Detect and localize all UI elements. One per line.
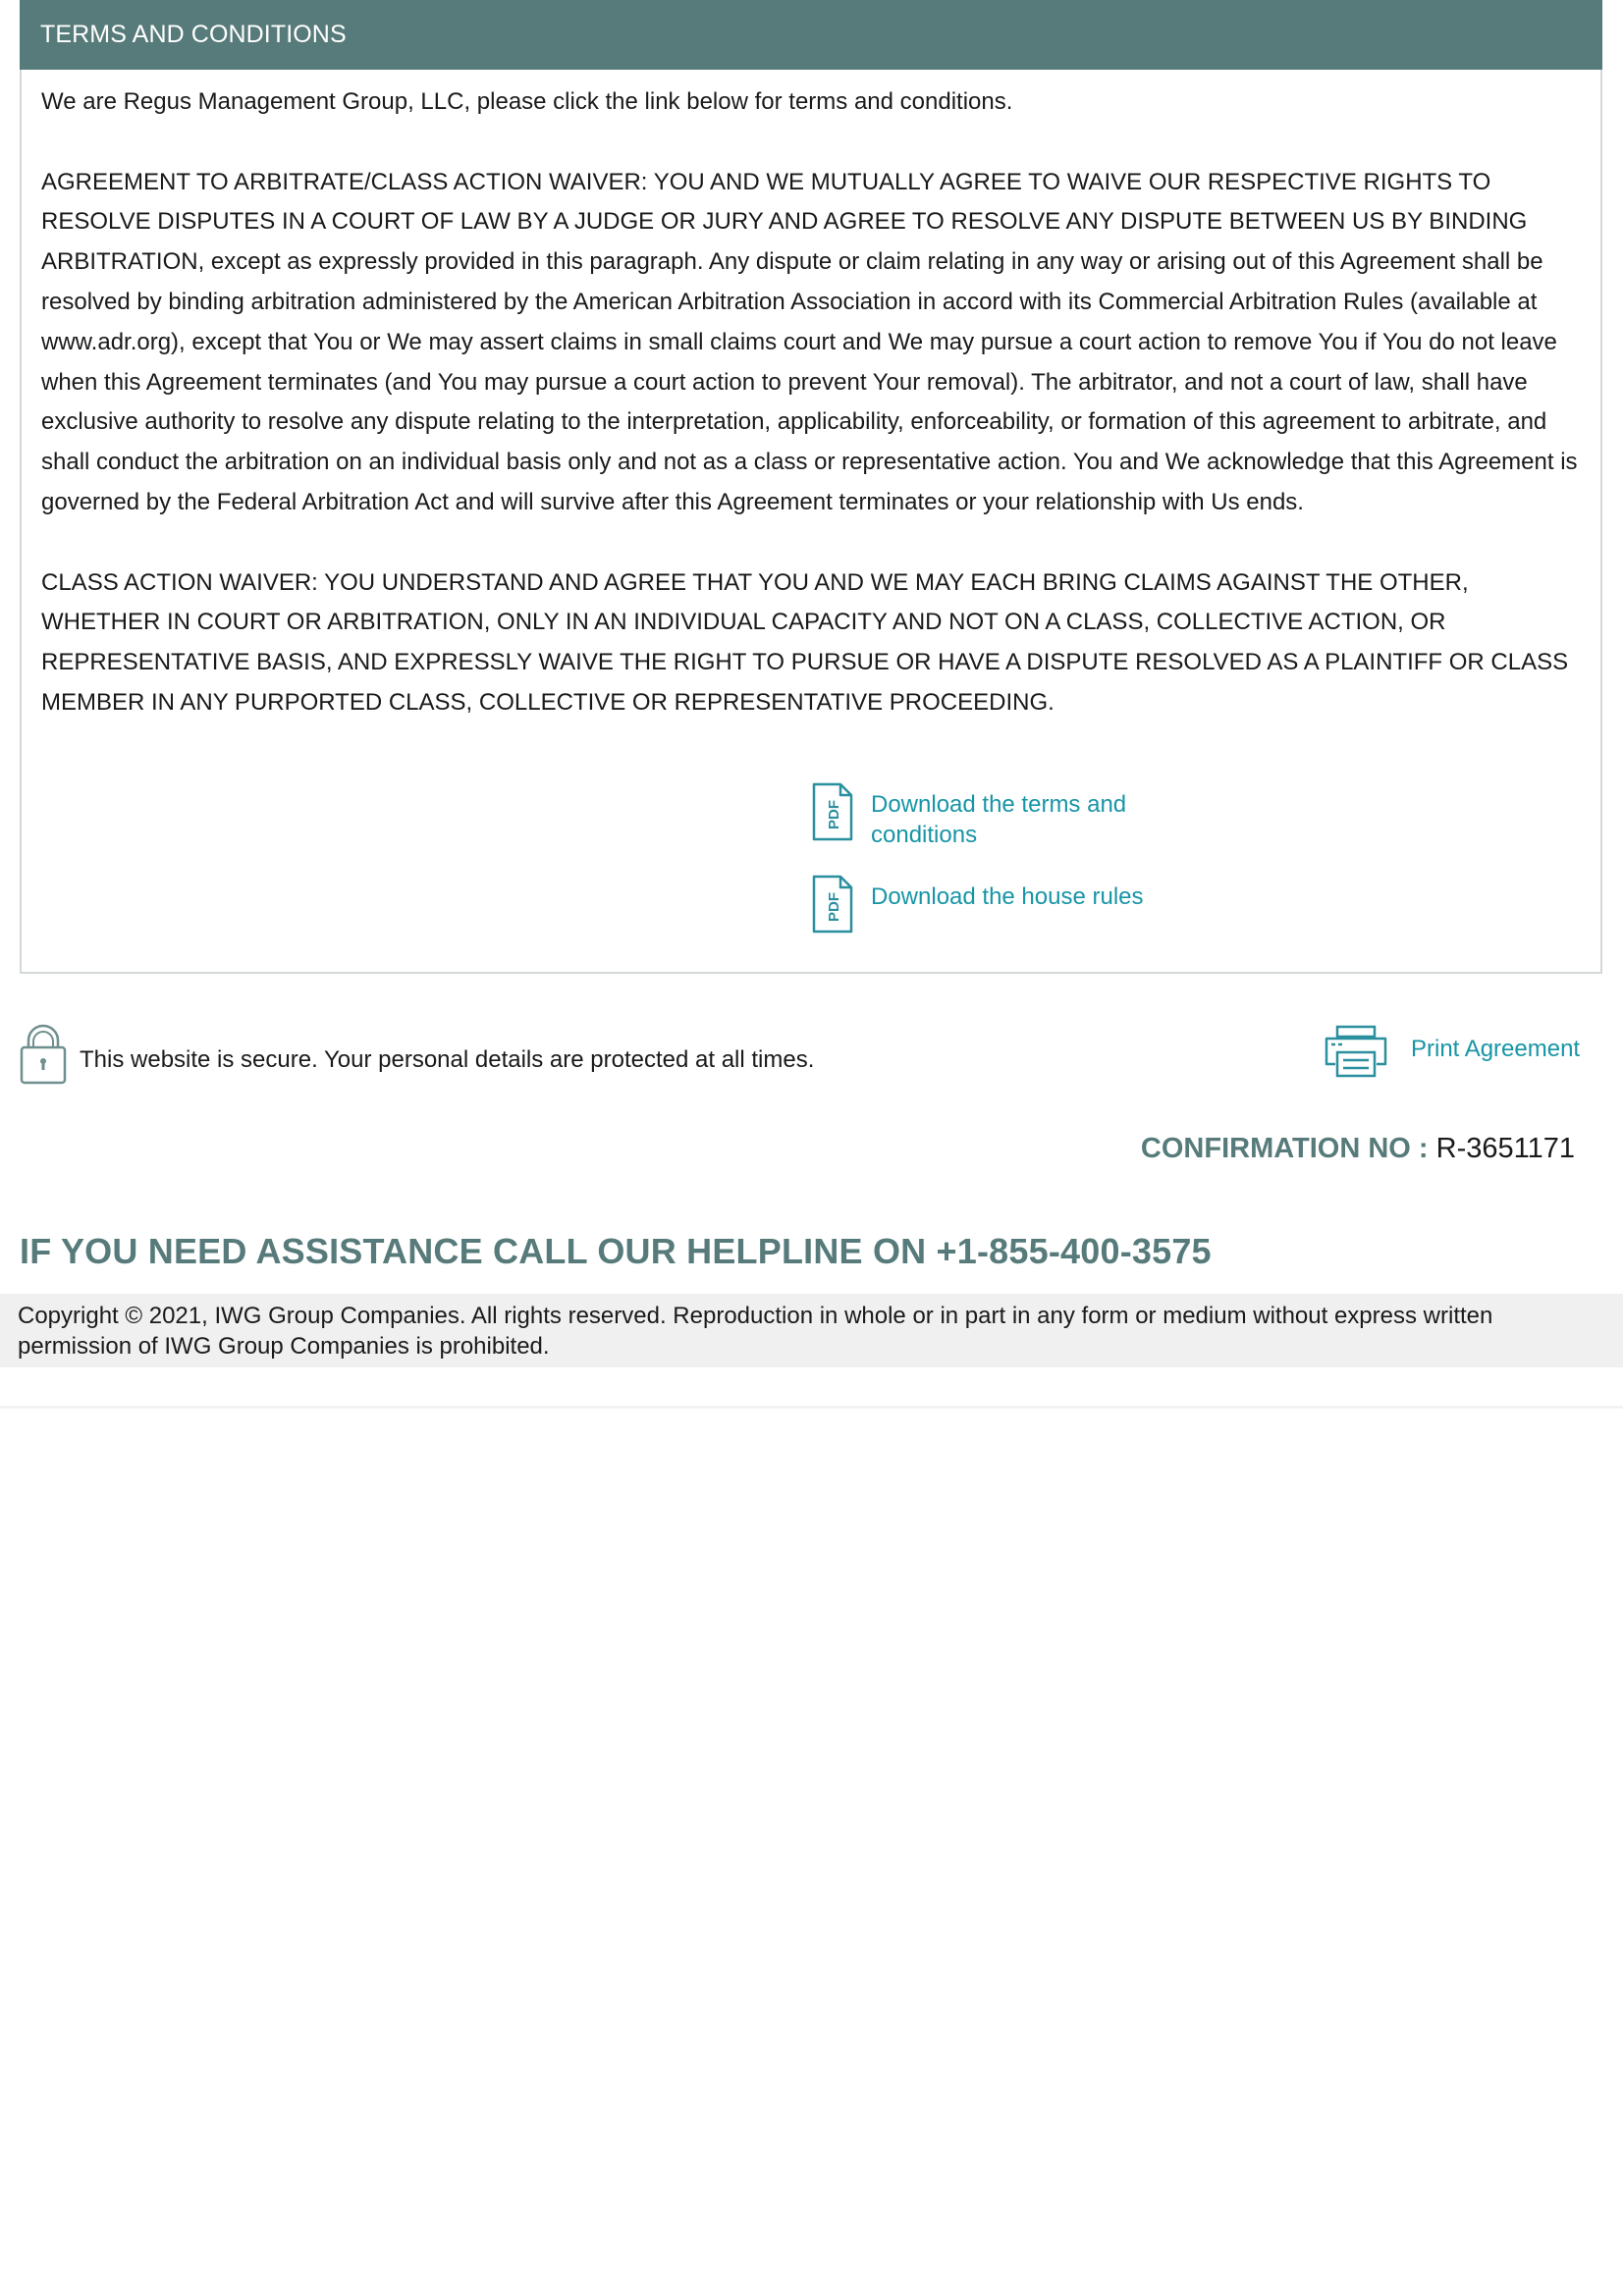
helpline-heading: IF YOU NEED ASSISTANCE CALL OUR HELPLINE ON +1-855-400-3575 xyxy=(20,1231,1212,1271)
lock-icon xyxy=(20,1024,67,1085)
security-text: This website is secure. Your personal details are protected at all times. xyxy=(80,1046,815,1073)
print-agreement-label: Print Agreement xyxy=(1411,1036,1581,1062)
confirmation-label: CONFIRMATION NO : xyxy=(1140,1133,1429,1164)
copyright-footer: Copyright © 2021, IWG Group Companies. All rights reserved. Reproduction in whole or in part in any form or medium without express written permission of IWG Group Companies is prohibited. xyxy=(0,1294,1623,1367)
printer-icon xyxy=(1324,1025,1388,1078)
confirmation-number xyxy=(1141,1131,1575,1166)
download-house-rules-link[interactable] xyxy=(811,875,1184,937)
pdf-icon xyxy=(811,782,854,841)
svg-text:PDF: PDF xyxy=(826,892,842,922)
svg-text:PDF: PDF xyxy=(826,800,842,829)
print-agreement-button[interactable] xyxy=(1324,1025,1608,1080)
pdf-icon xyxy=(811,875,854,934)
arbitration-paragraph: AGREEMENT TO ARBITRATE/CLASS ACTION WAIVER: YOU AND WE MUTUALLY AGREE TO WAIVE OUR RESPECTIVE RIGHTS TO RESOLVE DISPUTES IN A COURT OF LAW BY A JUDGE OR JURY AND AGREE TO RESOLVE ANY DISPUTE BETWEEN US BY BINDING ARBITRATION, except as expressly provided in this paragraph. Any dispute or claim relating in any way or arising out of this Agreement shall be resolved by binding arbitration administered by the American Arbitration Association in accord with its Commercial Arbitration Rules (available at www.adr.org), except that You or We may assert claims in small claims court and We may pursue a court action to remove You if You do not leave when this Agreement terminates (and You may pursue a court action to prevent Your removal). The arbitrator, and not a court of law, shall have exclusive authority to resolve any dispute relating to the interpretation, applicability, enforceability, or formation of this agreement to arbitrate, and shall conduct the arbitration on an individual basis only and not as a class or representative action. You and We acknowledge that this Agreement is governed by the Federal Arbitration Act and will survive after this Agreement terminates or your relationship with Us ends. xyxy=(41,168,1578,515)
terms-intro: We are Regus Management Group, LLC, please click the link below for terms and conditions. xyxy=(41,88,1013,115)
confirmation-value: R-3651171 xyxy=(1435,1133,1575,1164)
security-notice xyxy=(20,1024,1001,1087)
class-action-paragraph: CLASS ACTION WAIVER: YOU UNDERSTAND AND AGREE THAT YOU AND WE MAY EACH BRING CLAIMS AGAINST THE OTHER, WHETHER IN COURT OR ARBITRATION, ONLY IN AN INDIVIDUAL CAPACITY AND NOT ON A CLASS, COLLECTIVE ACTION, OR REPRESENTATIVE BASIS, AND EXPRESSLY WAIVE THE RIGHT TO PURSUE OR HAVE A DISPUTE RESOLVED AS A PLAINTIFF OR CLASS MEMBER IN ANY PURPORTED CLASS, COLLECTIVE OR REPRESENTATIVE PROCEEDING. xyxy=(41,568,1569,716)
terms-panel-body xyxy=(41,82,1585,723)
terms-panel-title: TERMS AND CONDITIONS xyxy=(20,0,1602,70)
download-terms-label: Download the terms and conditions xyxy=(871,791,1127,848)
footer-divider xyxy=(0,1406,1623,1409)
download-terms-link[interactable] xyxy=(811,782,1184,848)
download-house-rules-label: Download the house rules xyxy=(871,883,1144,910)
